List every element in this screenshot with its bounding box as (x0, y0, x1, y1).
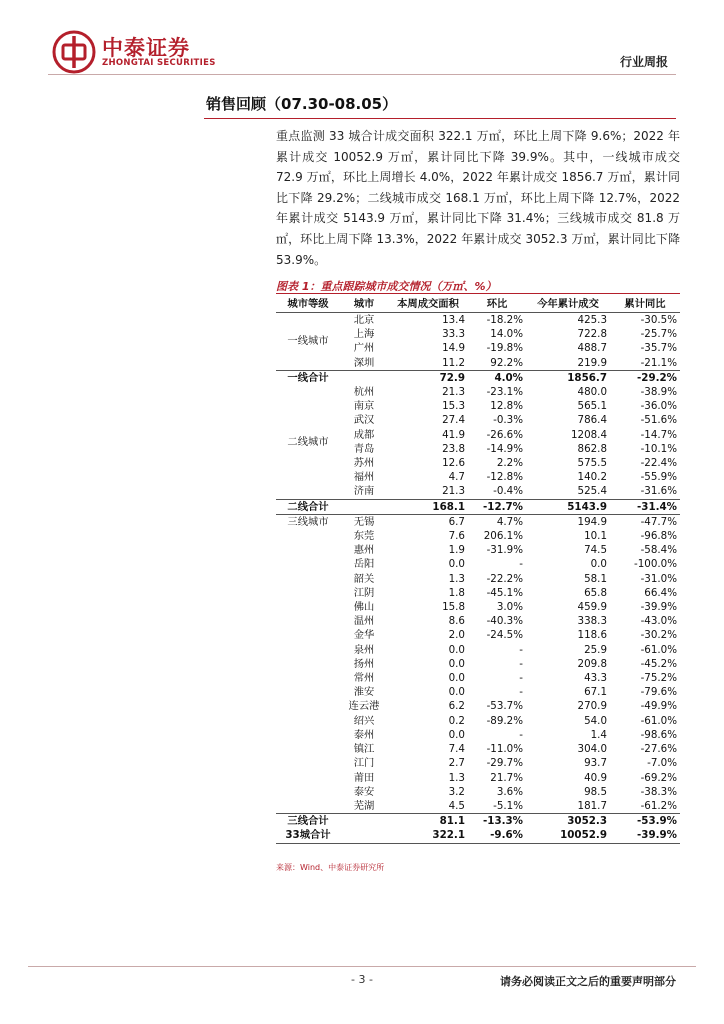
cell-weekly-area: 33.3 (442, 328, 465, 341)
cell-ytd: 1208.4 (570, 428, 607, 441)
tier-label: 一线城市 (287, 335, 329, 348)
table-body (276, 313, 680, 844)
cell-wow: - (519, 686, 523, 699)
cell-weekly-area: 1.3 (448, 771, 465, 784)
cell-city: 成都 (353, 428, 375, 441)
subtotal-weekly-area: 81.1 (388, 814, 468, 829)
cell-yoy: -96.8% (640, 530, 677, 543)
cell-wow: -29.7% (486, 757, 523, 770)
cell-city: 济南 (353, 485, 375, 498)
cell-weekly-area: 1.8 (448, 586, 465, 599)
cell-yoy: 66.4% (644, 586, 677, 599)
cell-yoy: -49.9% (640, 700, 677, 713)
subtotal-weekly-area: 168.1 (388, 499, 468, 514)
col-header-ytd: 今年累计成交 (526, 296, 610, 313)
cell-city: 江门 (353, 757, 375, 770)
cell-yoy: -43.0% (640, 615, 677, 628)
cell-weekly-area: 7.4 (448, 743, 465, 756)
cell-weekly-area: 0.0 (448, 728, 465, 741)
cell-ytd: 459.9 (577, 601, 607, 614)
cell-wow: -89.2% (486, 714, 523, 727)
grand-total-row (276, 828, 680, 843)
cell-city: 惠州 (353, 544, 375, 557)
cell-weekly-area: 1.3 (448, 572, 465, 585)
cell-city: 芜湖 (353, 799, 375, 812)
cell-yoy: -61.2% (640, 799, 677, 812)
cell-wow: -5.1% (493, 799, 523, 812)
subtotal-row (276, 499, 680, 514)
cell-yoy: -58.4% (640, 544, 677, 557)
cell-weekly-area: 0.0 (448, 643, 465, 656)
cell-yoy: -31.6% (640, 485, 677, 498)
page-number: - 3 - (351, 973, 373, 986)
cell-yoy: -30.5% (640, 314, 677, 326)
cell-weekly-area: 15.8 (442, 601, 465, 614)
cell-city: 淮安 (353, 686, 375, 699)
footer-disclaimer: 请务必阅读正文之后的重要声明部分 (500, 975, 676, 988)
cell-ytd: 575.5 (577, 457, 607, 470)
cell-city: 苏州 (353, 457, 375, 470)
cell-weekly-area: 13.4 (442, 314, 465, 326)
cell-ytd: 209.8 (577, 657, 607, 670)
cell-ytd: 525.4 (577, 485, 607, 498)
cell-yoy: -47.7% (610, 514, 680, 529)
subtotal-row (276, 814, 680, 829)
cell-ytd: 25.9 (584, 643, 607, 656)
subtotal-label: 三线合计 (276, 814, 340, 829)
cell-yoy: -21.1% (640, 356, 677, 369)
cell-weekly-area: 15.3 (442, 400, 465, 413)
cell-yoy: -38.9% (640, 386, 677, 399)
cell-yoy: -69.2% (640, 771, 677, 784)
brand-name-en: ZHONGTAI SECURITIES (102, 58, 216, 68)
cell-ytd: 338.3 (577, 615, 607, 628)
cell-city: 连云港 (348, 700, 380, 713)
report-type-label: 行业周报 (619, 55, 668, 69)
cell-wow: 3.0% (496, 601, 523, 614)
cell-yoy: -36.0% (640, 400, 677, 413)
subtotal-ytd: 5143.9 (526, 499, 610, 514)
cell-ytd: 565.1 (577, 400, 607, 413)
cell-ytd: 10.1 (584, 530, 607, 543)
figure-source: 来源：Wind、中泰证券研究所 (276, 863, 385, 872)
cell-yoy: -27.6% (640, 743, 677, 756)
cell-weekly-area: 21.3 (442, 386, 465, 399)
cell-weekly-area: 0.0 (448, 672, 465, 685)
cell-wow: -12.8% (486, 471, 523, 484)
subtotal-wow: -13.3% (468, 814, 526, 829)
cell-ytd: 58.1 (584, 572, 607, 585)
col-header-weekly-area: 本周成交面积 (388, 296, 468, 313)
brand-name-cn: 中泰证券 (102, 36, 190, 60)
table-row (276, 313, 680, 328)
cell-weekly-area: 0.0 (448, 558, 465, 571)
cell-ytd: 74.5 (584, 544, 607, 557)
cell-city: 福州 (353, 471, 375, 484)
cell-ytd: 67.1 (584, 686, 607, 699)
cell-city: 常州 (353, 672, 375, 685)
subtotal-label: 一线合计 (276, 370, 340, 385)
cell-yoy: -35.7% (640, 342, 677, 355)
cell-wow: - (519, 643, 523, 656)
cell-city: 金华 (353, 629, 375, 642)
cell-weekly-area: 6.7 (388, 514, 468, 529)
cell-yoy: -79.6% (640, 686, 677, 699)
cell-wow: 4.7% (468, 514, 526, 529)
cell-wow: -0.3% (493, 414, 523, 427)
cell-yoy: -39.9% (640, 601, 677, 614)
cell-ytd: 786.4 (577, 414, 607, 427)
col-header-city: 城市 (340, 296, 388, 313)
cell-yoy: -38.3% (640, 785, 677, 798)
cell-yoy: -14.7% (640, 428, 677, 441)
subtotal-ytd: 3052.3 (526, 814, 610, 829)
cell-ytd: 43.3 (584, 672, 607, 685)
cell-weekly-area: 41.9 (442, 428, 465, 441)
cell-wow: -0.4% (493, 485, 523, 498)
cell-weekly-area: 4.5 (448, 799, 465, 812)
cell-wow: -45.1% (486, 586, 523, 599)
cell-yoy: -98.6% (640, 728, 677, 741)
cell-ytd: 304.0 (577, 743, 607, 756)
cell-wow: -31.9% (486, 544, 523, 557)
cell-ytd: 1.4 (590, 728, 607, 741)
cell-ytd: 194.9 (526, 514, 610, 529)
subtotal-wow: -12.7% (468, 499, 526, 514)
cell-wow: - (519, 728, 523, 741)
cell-city: 南京 (353, 400, 375, 413)
cell-city: 韶关 (353, 572, 375, 585)
cell-wow: - (519, 672, 523, 685)
footer-divider (28, 966, 696, 967)
cell-ytd: 722.8 (577, 328, 607, 341)
cell-ytd: 181.7 (577, 799, 607, 812)
subtotal-label: 二线合计 (276, 499, 340, 514)
cell-weekly-area: 0.2 (448, 714, 465, 727)
cell-wow: -23.1% (486, 386, 523, 399)
cell-wow: 12.8% (490, 400, 523, 413)
cell-weekly-area: 14.9 (442, 342, 465, 355)
cell-ytd: 0.0 (590, 558, 607, 571)
header-divider (48, 74, 676, 75)
city-transaction-table (276, 296, 680, 844)
cell-ytd: 118.6 (577, 629, 607, 642)
cell-wow: -24.5% (486, 629, 523, 642)
cell-weekly-area: 0.0 (448, 686, 465, 699)
cell-wow: 206.1% (483, 530, 523, 543)
cell-city: 绍兴 (353, 714, 375, 727)
cell-city: 镇江 (353, 743, 375, 756)
cell-city: 江阴 (353, 586, 375, 599)
cell-weekly-area: 7.6 (448, 530, 465, 543)
section-title: 销售回顾（07.30-08.05） (206, 95, 398, 113)
cell-city: 泰安 (353, 785, 375, 798)
cell-wow: -40.3% (486, 615, 523, 628)
cell-ytd: 480.0 (577, 386, 607, 399)
cell-city: 岳阳 (353, 558, 375, 571)
cell-wow: -18.2% (486, 314, 523, 326)
subtotal-wow: 4.0% (468, 370, 526, 385)
cell-city: 温州 (353, 615, 375, 628)
cell-ytd: 488.7 (577, 342, 607, 355)
sales-summary-paragraph: 重点监测 33 城合计成交面积 322.1 万㎡，环比上周下降 9.6%；2022 年累计成交 10052.9 万㎡，累计同比下降 39.9%。其中，一线城市成交 72.9 万㎡，环比上周增长 4.0%，2022 年累计成交 1856.7 万㎡，累计同比下降 29.2%；二线城市成交 168.1 万㎡，环比上周下降 12.7%，2022 年累计成交 5143.9 万㎡，累计同比下降 31.4%；三线城市成交 81.8 万㎡，环比上周下降 13.3%，2022 年累计成交 3052.3 万㎡，累计同比下降 53.9%。 (276, 129, 680, 267)
cell-yoy: -61.0% (640, 714, 677, 727)
cell-yoy: -75.2% (640, 672, 677, 685)
cell-yoy: -45.2% (640, 657, 677, 670)
subtotal-yoy: -53.9% (610, 814, 680, 829)
subtotal-row (276, 370, 680, 385)
table-row (276, 385, 680, 399)
cell-weekly-area: 4.7 (448, 471, 465, 484)
section-divider (204, 118, 676, 119)
cell-wow: -19.8% (486, 342, 523, 355)
cell-weekly-area: 0.0 (448, 657, 465, 670)
cell-yoy: -100.0% (634, 558, 677, 571)
table-row (276, 514, 680, 529)
cell-yoy: -25.7% (640, 328, 677, 341)
cell-wow: 21.7% (490, 771, 523, 784)
cell-city: 杭州 (353, 386, 375, 399)
col-header-tier: 城市等级 (276, 296, 340, 313)
cell-city: 莆田 (353, 771, 375, 784)
grand-total-ytd: 10052.9 (526, 828, 610, 843)
table-header-row (276, 296, 680, 313)
grand-total-yoy: -39.9% (610, 828, 680, 843)
cell-weekly-area: 23.8 (442, 442, 465, 455)
cell-yoy: -10.1% (640, 442, 677, 455)
cell-wow: 14.0% (490, 328, 523, 341)
cell-city: 青岛 (353, 442, 375, 455)
cell-city: 佛山 (353, 601, 375, 614)
cell-wow: -26.6% (486, 428, 523, 441)
cell-weekly-area: 12.6 (442, 457, 465, 470)
cell-yoy: -30.2% (640, 629, 677, 642)
cell-city: 武汉 (353, 414, 375, 427)
cell-yoy: -55.9% (640, 471, 677, 484)
cell-wow: 3.6% (496, 785, 523, 798)
grand-total-label: 33城合计 (276, 828, 340, 843)
zhongtai-logo-icon (52, 30, 96, 74)
cell-yoy: -61.0% (640, 643, 677, 656)
page-header (0, 0, 724, 90)
cell-city: 深圳 (353, 356, 375, 369)
grand-total-wow: -9.6% (468, 828, 526, 843)
cell-wow: -11.0% (486, 743, 523, 756)
subtotal-yoy: -31.4% (610, 499, 680, 514)
cell-wow: -22.2% (486, 572, 523, 585)
cell-city: 北京 (353, 314, 375, 326)
cell-weekly-area: 2.7 (448, 757, 465, 770)
cell-wow: -53.7% (486, 700, 523, 713)
grand-total-weekly-area: 322.1 (388, 828, 468, 843)
cell-weekly-area: 2.0 (448, 629, 465, 642)
col-header-wow: 环比 (468, 296, 526, 313)
cell-wow: - (519, 558, 523, 571)
figure-title: 图表 1：重点跟踪城市成交情况（万㎡、%） (276, 280, 497, 293)
col-header-yoy: 累计同比 (610, 296, 680, 313)
cell-weekly-area: 6.2 (448, 700, 465, 713)
cell-city: 泉州 (353, 643, 375, 656)
cell-weekly-area: 27.4 (442, 414, 465, 427)
cell-ytd: 54.0 (584, 714, 607, 727)
cell-city: 广州 (353, 342, 375, 355)
cell-ytd: 65.8 (584, 586, 607, 599)
cell-ytd: 219.9 (577, 356, 607, 369)
cell-yoy: -51.6% (640, 414, 677, 427)
cell-yoy: -22.4% (640, 457, 677, 470)
cell-weekly-area: 21.3 (442, 485, 465, 498)
subtotal-weekly-area: 72.9 (388, 370, 468, 385)
tier-label: 三线城市 (276, 514, 340, 813)
subtotal-ytd: 1856.7 (526, 370, 610, 385)
cell-city: 扬州 (353, 657, 375, 670)
cell-yoy: -7.0% (647, 757, 677, 770)
cell-weekly-area: 3.2 (448, 785, 465, 798)
cell-wow: - (519, 657, 523, 670)
cell-ytd: 425.3 (577, 314, 607, 326)
cell-ytd: 98.5 (584, 785, 607, 798)
cell-ytd: 270.9 (577, 700, 607, 713)
cell-city: 上海 (353, 328, 375, 341)
cell-wow: -14.9% (486, 442, 523, 455)
cell-ytd: 140.2 (577, 471, 607, 484)
cell-weekly-area: 8.6 (448, 615, 465, 628)
cell-weekly-area: 11.2 (442, 356, 465, 369)
subtotal-yoy: -29.2% (610, 370, 680, 385)
cell-city: 无锡 (340, 514, 388, 529)
cell-wow: 2.2% (496, 457, 523, 470)
cell-city: 泰州 (353, 728, 375, 741)
cell-ytd: 862.8 (577, 442, 607, 455)
tier-label: 二线城市 (287, 435, 329, 448)
cell-wow: 92.2% (490, 356, 523, 369)
cell-city: 东莞 (353, 530, 375, 543)
figure-title-divider (276, 293, 680, 294)
cell-weekly-area: 1.9 (448, 544, 465, 557)
cell-ytd: 93.7 (584, 757, 607, 770)
cell-ytd: 40.9 (584, 771, 607, 784)
cell-yoy: -31.0% (640, 572, 677, 585)
